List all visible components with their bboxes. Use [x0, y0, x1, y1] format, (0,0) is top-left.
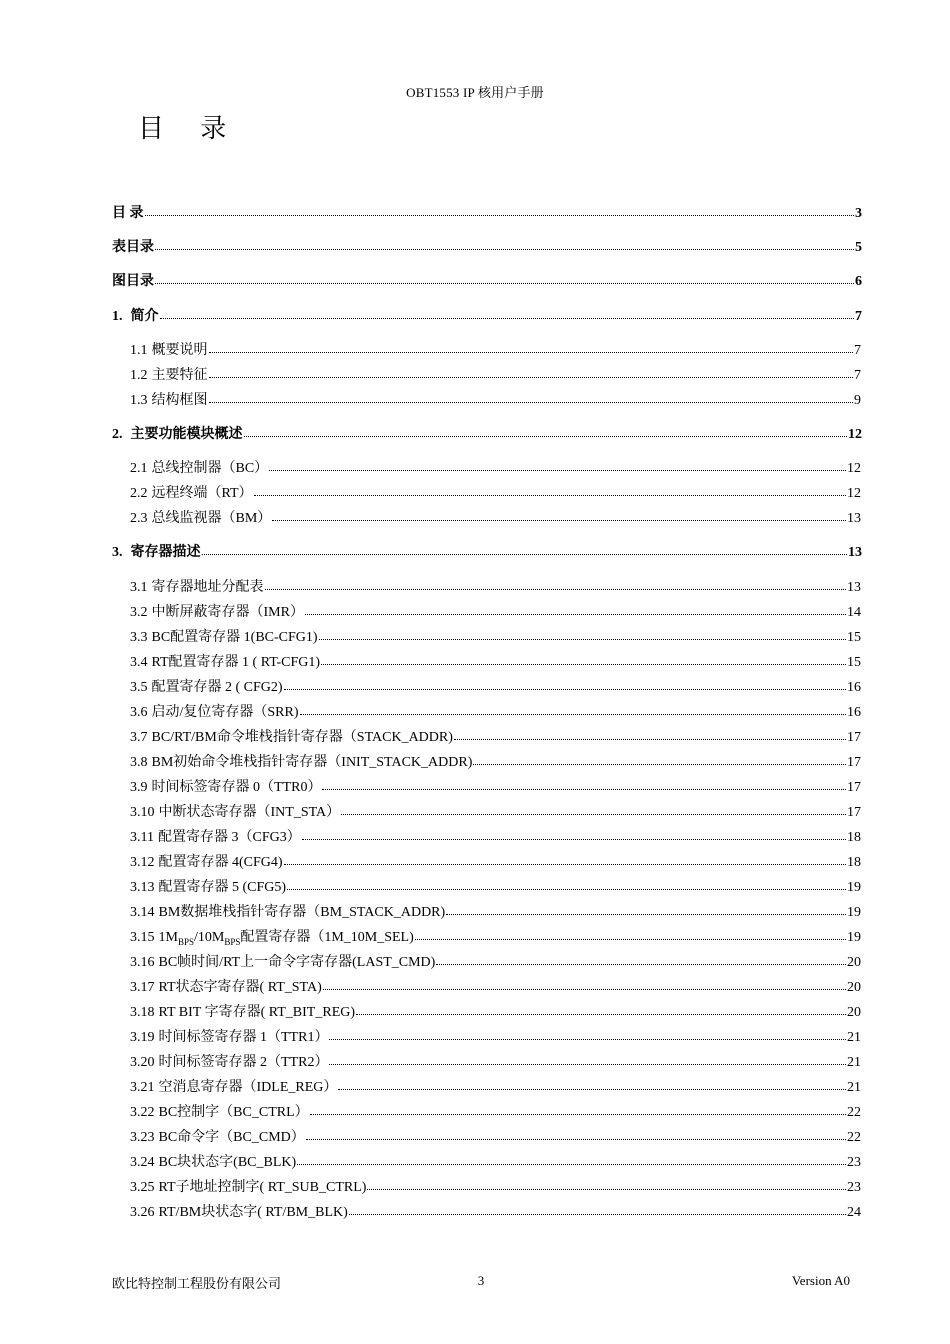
toc-entry-number: 3.6: [130, 705, 148, 720]
toc-entry-section[interactable]: [130, 628, 861, 648]
toc-entry-text: $1M_{BPS}/10M_{BPS}$配置寄存器（1M_10M_SEL): [158, 930, 414, 947]
toc-entry-text: BC控制字（BC_CTRL）: [158, 1105, 309, 1120]
toc-page-number: 3: [855, 206, 862, 221]
toc-entry-section[interactable]: [130, 778, 861, 798]
toc-page-number: 5: [855, 240, 862, 255]
toc-entry-text: BC/RT/BM命令堆栈指针寄存器（STACK_ADDR): [151, 730, 453, 745]
toc-entry-label: [130, 903, 445, 923]
toc-dot-leader: [473, 763, 846, 765]
toc-page-number: 9: [854, 393, 861, 408]
toc-entry-text: RT子地址控制字( RT_SUB_CTRL): [158, 1180, 367, 1195]
toc-page-number: 17: [847, 780, 861, 795]
toc-dot-leader: [322, 788, 846, 790]
toc-dot-leader: [155, 248, 854, 250]
toc-entry-section[interactable]: [130, 1128, 861, 1148]
toc-dot-leader: [209, 401, 854, 403]
toc-dot-leader: [272, 519, 846, 521]
toc-entry-section[interactable]: [130, 1028, 861, 1048]
toc-dot-leader: [297, 1163, 846, 1165]
toc-page-number: 19: [847, 930, 861, 945]
toc-entry-number: 3.24: [130, 1155, 155, 1170]
toc-entry-text: 配置寄存器 2 ( CFG2): [151, 680, 283, 695]
toc-entry-label: [130, 928, 414, 952]
toc-entry-section[interactable]: [130, 828, 861, 848]
toc-entry-label: [130, 1153, 296, 1173]
toc-entry-section[interactable]: [130, 603, 861, 623]
toc-entry-number: 2.1: [130, 461, 148, 476]
toc-entry-chapter[interactable]: [112, 272, 862, 292]
toc-entry-section[interactable]: [130, 391, 861, 411]
toc-page-number: 19: [847, 905, 861, 920]
toc-dot-leader: [436, 963, 846, 965]
toc-entry-text: 图目录: [112, 274, 154, 289]
toc-entry-section[interactable]: [130, 1103, 861, 1123]
toc-entry-number: 3.15: [130, 930, 155, 945]
toc-entry-text: 总线监视器（BM）: [151, 511, 272, 526]
toc-page-number: 22: [847, 1105, 861, 1120]
toc-page-number: 14: [847, 605, 861, 620]
toc-entry-number: 3.22: [130, 1105, 155, 1120]
toc-entry-label: [130, 459, 268, 479]
toc-page-number: 13: [848, 545, 862, 560]
toc-entry-label: [112, 543, 201, 563]
toc-page-number: 21: [847, 1030, 861, 1045]
toc-entry-label: [130, 1053, 328, 1073]
toc-entry-label: [130, 1078, 337, 1098]
toc-entry-number: 3.13: [130, 880, 155, 895]
toc-entry-label: [130, 778, 321, 798]
toc-entry-number: 1.: [112, 309, 123, 324]
toc-entry-text: BC帧时间/RT上一命令字寄存器(LAST_CMD): [158, 955, 436, 970]
toc-dot-leader: [254, 494, 846, 496]
toc-entry-label: [130, 703, 299, 723]
footer-company: 欧比特控制工程股份有限公司: [112, 1276, 282, 1291]
toc-entry-text: 概要说明: [151, 343, 208, 358]
toc-page-number: 7: [855, 309, 862, 324]
toc-dot-leader: [160, 317, 855, 319]
toc-entry-text: RT状态字寄存器( RT_STA): [158, 980, 322, 995]
toc-entry-text: 结构框图: [151, 393, 208, 408]
toc-dot-leader: [155, 282, 854, 284]
toc-entry-number: 1.2: [130, 368, 148, 383]
toc-dot-leader: [446, 913, 846, 915]
toc-entry-number: 1.3: [130, 393, 148, 408]
toc-page-number: 15: [847, 630, 861, 645]
toc-entry-number: 2.2: [130, 486, 148, 501]
toc-entry-section[interactable]: [130, 1053, 861, 1073]
toc-page-number: 18: [847, 855, 861, 870]
toc-entry-section[interactable]: [130, 1078, 861, 1098]
toc-entry-chapter[interactable]: [112, 238, 862, 258]
toc-dot-leader: [329, 1063, 846, 1065]
toc-entry-section[interactable]: [130, 853, 861, 873]
toc-entry-text: 配置寄存器 5 (CFG5): [158, 880, 287, 895]
toc-entry-section[interactable]: [130, 928, 861, 948]
toc-page-number: 15: [847, 655, 861, 670]
toc-dot-leader: [305, 613, 846, 615]
toc-entry-number: 3.16: [130, 955, 155, 970]
toc-entry-number: 3.18: [130, 1005, 155, 1020]
toc-entry-text: 时间标签寄存器 2（TTR2）: [158, 1055, 329, 1070]
toc-entry-label: [130, 678, 283, 698]
toc-page-number: 16: [847, 705, 861, 720]
toc-dot-leader: [319, 638, 846, 640]
toc-entry-section[interactable]: [130, 903, 861, 923]
toc-entry-chapter[interactable]: [112, 543, 862, 563]
toc-entry-text: 远程终端（RT）: [151, 486, 253, 501]
toc-entry-section[interactable]: [130, 803, 861, 823]
toc-entry-number: 3.12: [130, 855, 155, 870]
toc-entry-section[interactable]: [130, 728, 861, 748]
toc-entry-number: 3.4: [130, 655, 148, 670]
toc-entry-label: [130, 878, 286, 898]
footer-version: Version A0: [791, 1273, 850, 1288]
toc-dot-leader: [310, 1113, 846, 1115]
toc-entry-number: 3.20: [130, 1055, 155, 1070]
toc-page-number: 7: [854, 368, 861, 383]
toc-dot-leader: [202, 553, 848, 555]
toc-entry-section[interactable]: [130, 678, 861, 698]
toc-entry-label: [130, 728, 453, 748]
toc-entry-number: 1.1: [130, 343, 148, 358]
toc-entry-text: 主要功能模块概述: [130, 427, 243, 442]
toc-entry-number: 3.1: [130, 580, 148, 595]
toc-entry-number: 2.3: [130, 511, 148, 526]
toc-entry-section[interactable]: [130, 953, 861, 973]
toc-page-number: 7: [854, 343, 861, 358]
toc-dot-leader: [287, 888, 846, 890]
toc-entry-label: [112, 425, 243, 445]
toc-entry-text: RT BIT 字寄存器( RT_BIT_REG): [158, 1005, 356, 1020]
toc-entry-text: BC配置寄存器 1(BC-CFG1): [151, 630, 318, 645]
toc-entry-section[interactable]: [130, 878, 861, 898]
toc-entry-label: [112, 307, 159, 327]
toc-entry-label: [130, 509, 271, 529]
toc-entry-text: 时间标签寄存器 1（TTR1）: [158, 1030, 329, 1045]
toc-dot-leader: [244, 435, 848, 437]
toc-entry-label: [130, 978, 322, 998]
toc-page-number: 19: [847, 880, 861, 895]
page-title: 目 录: [138, 114, 241, 144]
toc-entry-label: [130, 1103, 309, 1123]
toc-entry-number: 3.3: [130, 630, 148, 645]
toc-entry-label: [130, 1028, 328, 1048]
toc-entry-text: 启动/复位寄存器（SRR): [151, 705, 299, 720]
toc-entry-number: 3.5: [130, 680, 148, 695]
toc-entry-label: [130, 953, 435, 973]
toc-entry-number: 3.9: [130, 780, 148, 795]
toc-page-number: 13: [847, 580, 861, 595]
toc-entry-text: 寄存器描述: [130, 545, 201, 560]
toc-entry-text: 中断状态寄存器（INT_STA）: [158, 805, 341, 820]
toc-page-number: 20: [847, 980, 861, 995]
toc-entry-label: [112, 204, 144, 224]
toc-entry-section[interactable]: [130, 653, 861, 673]
toc-dot-leader: [415, 938, 846, 940]
toc-entry-label: [130, 828, 301, 848]
toc-dot-leader: [341, 813, 846, 815]
toc-entry-label: [130, 1003, 355, 1023]
toc-entry-number: 3.11: [130, 830, 154, 845]
toc-dot-leader: [284, 863, 846, 865]
toc-entry-label: [112, 238, 154, 258]
toc-page-number: 21: [847, 1055, 861, 1070]
toc-page-number: 12: [848, 427, 862, 442]
running-header: OBT1553 IP 核用户手册: [406, 85, 544, 100]
toc-entry-text: 寄存器地址分配表: [151, 580, 264, 595]
toc-entry-label: [130, 1203, 348, 1223]
toc-page-number: 20: [847, 955, 861, 970]
footer-page-number: 3: [477, 1273, 485, 1288]
toc-entry-text: RT配置寄存器 1 ( RT-CFG1): [151, 655, 321, 670]
toc-entry-text: 中断屏蔽寄存器（IMR）: [151, 605, 304, 620]
toc-page-number: 24: [847, 1205, 861, 1220]
toc-dot-leader: [306, 1138, 846, 1140]
toc-entry-section[interactable]: [130, 978, 861, 998]
toc-page-number: 23: [847, 1180, 861, 1195]
toc-entry-text: 配置寄存器 3（CFG3）: [157, 830, 301, 845]
toc-page-number: 18: [847, 830, 861, 845]
toc-page-number: 12: [847, 461, 861, 476]
toc-entry-chapter[interactable]: [112, 307, 862, 327]
toc-dot-leader: [269, 469, 846, 471]
toc-entry-number: 3.17: [130, 980, 155, 995]
toc-entry-text: BC块状态字(BC_BLK): [158, 1155, 297, 1170]
toc-page-number: 20: [847, 1005, 861, 1020]
toc-dot-leader: [145, 214, 855, 216]
toc-entry-label: [130, 484, 253, 504]
toc-entry-section[interactable]: [130, 341, 861, 361]
toc-dot-leader: [209, 351, 854, 353]
toc-page-number: 17: [847, 805, 861, 820]
toc-entry-number: 3.19: [130, 1030, 155, 1045]
toc-entry-number: 3.21: [130, 1080, 155, 1095]
toc-entry-section[interactable]: [130, 1203, 861, 1223]
toc-entry-label: [130, 366, 208, 386]
toc-page-number: 17: [847, 730, 861, 745]
toc-entry-label: [130, 653, 320, 673]
toc-entry-number: 3.23: [130, 1130, 155, 1145]
toc-entry-text: BM数据堆栈指针寄存器（BM_STACK_ADDR): [158, 905, 446, 920]
toc-entry-label: [130, 628, 318, 648]
toc-entry-label: [130, 341, 208, 361]
toc-entry-section[interactable]: [130, 1003, 861, 1023]
toc-page-number: 17: [847, 755, 861, 770]
toc-entry-section[interactable]: [130, 703, 861, 723]
toc-entry-number: 3.7: [130, 730, 148, 745]
toc-entry-number: 3.: [112, 545, 123, 560]
toc-page-number: 12: [847, 486, 861, 501]
toc-entry-section[interactable]: [130, 753, 861, 773]
toc-page-number: 13: [847, 511, 861, 526]
toc-page-number: 23: [847, 1155, 861, 1170]
toc-entry-number: 3.26: [130, 1205, 155, 1220]
toc-page-number: 6: [855, 274, 862, 289]
toc-dot-leader: [265, 588, 847, 590]
toc-entry-label: [130, 853, 283, 873]
toc-entry-section[interactable]: [130, 1153, 861, 1173]
toc-dot-leader: [321, 663, 846, 665]
toc-dot-leader: [284, 688, 846, 690]
toc-entry-chapter[interactable]: [112, 204, 862, 224]
toc-dot-leader: [302, 838, 846, 840]
toc-entry-label: [130, 803, 340, 823]
toc-entry-label: [130, 603, 304, 623]
toc-entry-text: 总线控制器（BC）: [151, 461, 269, 476]
toc-entry-section[interactable]: [130, 1178, 861, 1198]
toc-page-number: 21: [847, 1080, 861, 1095]
toc-dot-leader: [367, 1188, 846, 1190]
toc-entry-section[interactable]: [130, 484, 861, 504]
toc-entry-label: [130, 578, 264, 598]
toc-entry-number: 3.2: [130, 605, 148, 620]
toc-entry-number: 3.14: [130, 905, 155, 920]
toc-entry-text: 空消息寄存器（IDLE_REG）: [158, 1080, 338, 1095]
toc-entry-text: 目 录: [112, 206, 144, 221]
toc-entry-chapter[interactable]: [112, 425, 862, 445]
toc-page-number: 22: [847, 1130, 861, 1145]
toc-entry-text: 配置寄存器 4(CFG4): [158, 855, 283, 870]
toc-dot-leader: [209, 376, 854, 378]
toc-dot-leader: [329, 1038, 846, 1040]
toc-entry-label: [130, 1128, 305, 1148]
toc-entry-text: BC命令字（BC_CMD）: [158, 1130, 305, 1145]
toc-entry-section[interactable]: [130, 459, 861, 479]
toc-dot-leader: [300, 713, 846, 715]
toc-dot-leader: [454, 738, 846, 740]
toc-entry-number: 2.: [112, 427, 123, 442]
toc-entry-section[interactable]: [130, 578, 861, 598]
toc-entry-label: [130, 753, 472, 773]
toc-entry-number: 3.25: [130, 1180, 155, 1195]
toc-page-number: 16: [847, 680, 861, 695]
toc-entry-text: BM初始命令堆栈指针寄存器（INIT_STACK_ADDR): [151, 755, 473, 770]
toc-dot-leader: [356, 1013, 846, 1015]
toc-dot-leader: [349, 1213, 846, 1215]
toc-entry-text: 简介: [130, 309, 159, 324]
toc-entry-number: 3.10: [130, 805, 155, 820]
toc-dot-leader: [338, 1088, 846, 1090]
toc-entry-text: 时间标签寄存器 0（TTR0）: [151, 780, 322, 795]
toc-entry-label: [130, 1178, 366, 1198]
toc-entry-section[interactable]: [130, 509, 861, 529]
toc-entry-label: [112, 272, 154, 292]
toc-entry-text: 主要特征: [151, 368, 208, 383]
toc-entry-number: 3.8: [130, 755, 148, 770]
toc-dot-leader: [323, 988, 846, 990]
toc-entry-text: 表目录: [112, 240, 154, 255]
toc-entry-section[interactable]: [130, 366, 861, 386]
toc-entry-text: RT/BM块状态字( RT/BM_BLK): [158, 1205, 348, 1220]
toc-entry-label: [130, 391, 208, 411]
page-footer: [112, 1273, 850, 1292]
